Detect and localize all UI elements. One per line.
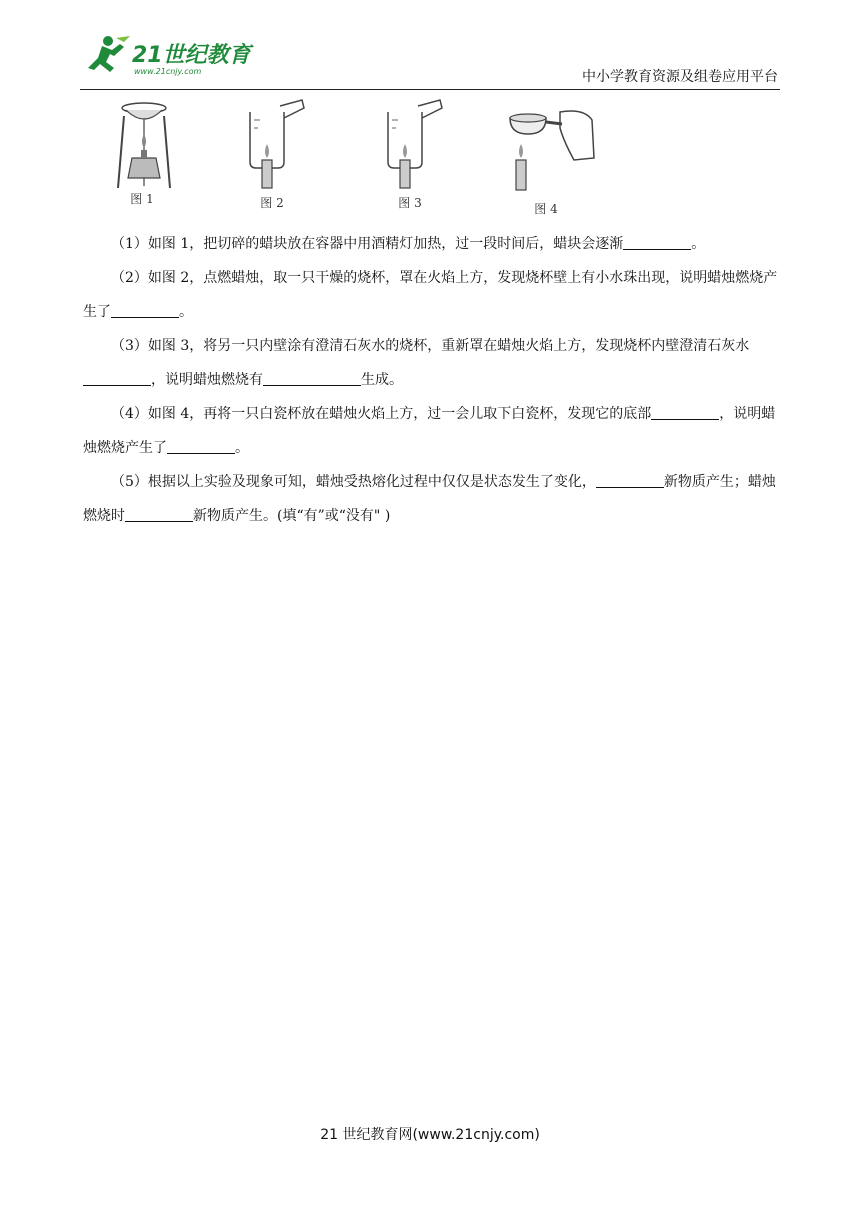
question-3-text: （3）如图 3，将另一只内壁涂有澄清石灰水的烧杯，重新罩在蜡烛火焰上方，发现烧杯内壁澄清石灰水 [111,338,750,354]
experiment-figures [100,98,620,220]
answer-blank[interactable] [111,301,179,318]
figure-2 [240,98,310,210]
answer-blank[interactable] [623,233,691,250]
svg-text:www.21cnjy.com: www.21cnjy.com [134,67,202,76]
question-4-text: （4）如图 4，再将一只白瓷杯放在蜡烛火焰上方，过一会儿取下白瓷杯，发现它的底部 [111,406,652,422]
site-logo [80,32,260,78]
porcelain-cup-illustration [504,98,604,198]
figure-4 [504,98,604,216]
question-4-end: 。 [235,440,249,456]
question-5-mid: 新物质产生；蜡烛燃烧时 [83,474,776,524]
answer-blank[interactable] [125,505,193,522]
page-header [0,0,860,95]
figure-2-caption: 图 2 [260,196,284,210]
beaker-over-candle-illustration [240,98,310,198]
platform-label: 中小学教育资源及组卷应用平台 [582,69,778,85]
question-4-mid: ，说明蜡烛燃烧产生了 [83,406,776,456]
question-2-end: 。 [179,304,193,320]
question-2 [83,261,780,329]
question-5-end: 新物质产生。(填“有”或“没有" ) [193,508,391,524]
question-3-mid: ，说明蜡烛燃烧有 [151,372,263,388]
page-footer: 21 世纪教育网(www.21cnjy.com) [320,1127,540,1143]
figure-4-caption: 图 4 [534,202,558,216]
answer-blank[interactable] [263,369,361,386]
answer-blank[interactable] [596,471,664,488]
question-3-end: 生成。 [361,372,403,388]
question-1 [83,227,780,261]
question-4 [83,397,780,465]
question-5 [83,465,780,533]
answer-blank[interactable] [167,437,235,454]
svg-text:21世纪教育: 21世纪教育 [132,43,251,68]
question-5-text: （5）根据以上实验及现象可知，蜡烛受热熔化过程中仅仅是状态发生了变化， [111,474,596,490]
question-2-text: （2）如图 2，点燃蜡烛，取一只干燥的烧杯，罩在火焰上方，发现烧杯壁上有小水珠出现，说明蜡烛燃烧产生了 [83,270,778,320]
question-1-end: 。 [691,236,706,252]
answer-blank[interactable] [651,403,719,420]
figure-1 [114,98,174,206]
limewater-beaker-illustration [378,98,448,198]
runner-logo-icon [80,32,260,78]
question-3 [83,329,780,397]
tripod-lamp-illustration [114,98,174,198]
header-divider [80,89,780,90]
figure-3-caption: 图 3 [398,196,422,210]
answer-blank[interactable] [83,369,151,386]
figure-1-caption: 图 1 [130,192,154,206]
question-1-text: （1）如图 1，把切碎的蜡块放在容器中用酒精灯加热，过一段时间后，蜡块会逐渐 [111,236,624,252]
question-body [83,227,780,533]
figure-3 [378,98,448,210]
